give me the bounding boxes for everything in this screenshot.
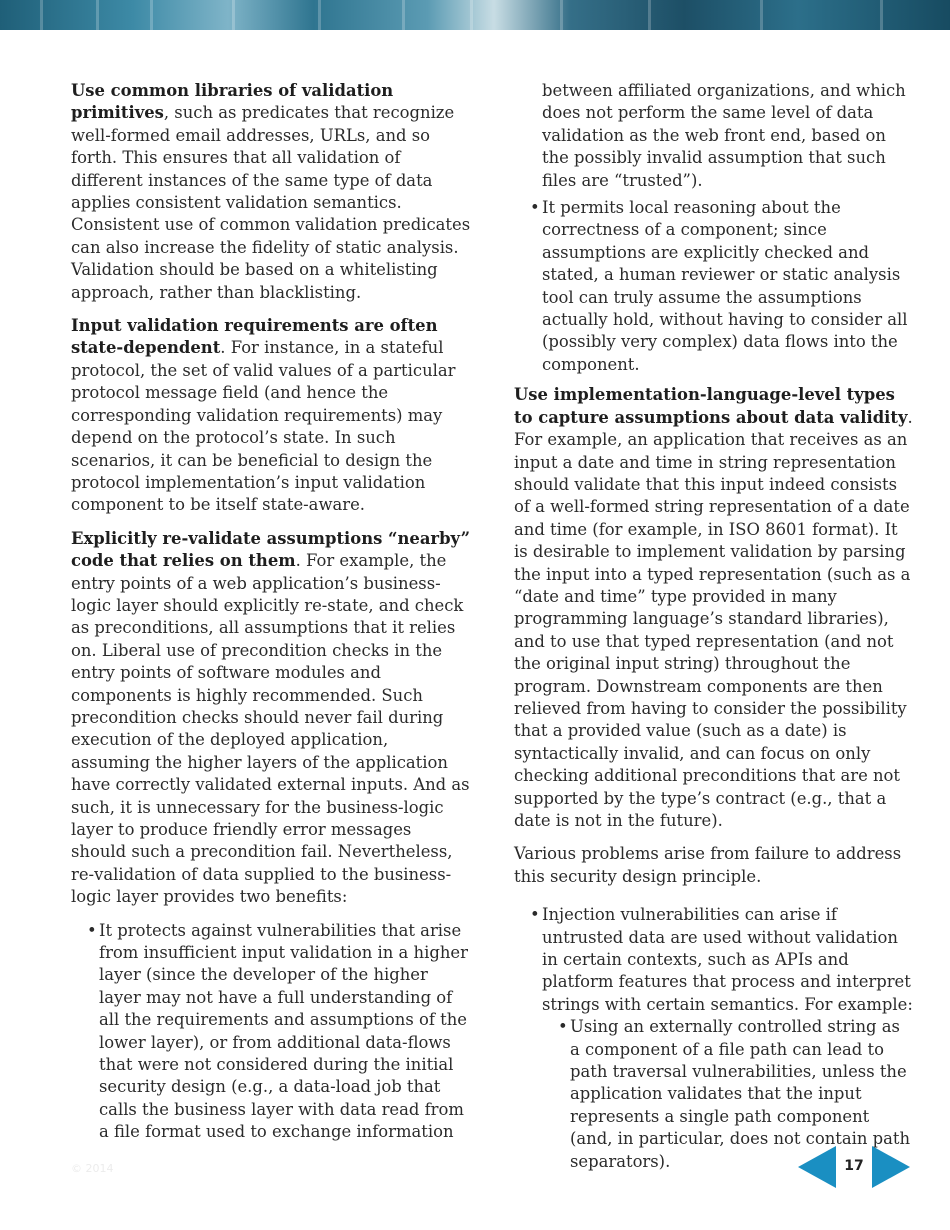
heading-typed-validation: Use implementation-language-level types to capture assumptions about data validity xyxy=(514,385,908,427)
list-item: • It permits local reasoning about the correctness of a component; since assumptions are explicitly checked and stated, a human reviewer or static analysis tool can truly assume the assumptions actually hold, without having to consider all (possibly very complex) data flows into the component. xyxy=(514,197,914,376)
text-state-dependent: . For instance, in a stateful protocol, the set of valid values of a particular protocol message field (and hence the corresponding validation requirements) may depend on the protocol’s state. In such scenarios, it can be beneficial to design the protocol implementation’s input validation component to be itself state-aware. xyxy=(71,338,456,515)
text-validation-libraries: , such as predicates that recognize well-formed email addresses, URLs, and so forth. This ensures that all validation of different instances of the same type of data applies consistent validation semantics. Consistent use of common validation predicates can also increase the fidelity of static analysis. Validation should be based on a whitelisting approach, rather than blacklisting. xyxy=(71,103,471,302)
page-number: 17 xyxy=(844,1158,864,1174)
text-revalidate: . For example, the entry points of a web application’s business-logic layer should explicitly re-state, and check as preconditions, all assumptions that it relies on. Liberal use of precondition checks in the entry points of software modules and components is highly recommended. Such precondition checks should never fail during execution of the deployed application, assuming the higher layers of the application have correctly validated external inputs. And as such, it is unnecessary for the business-logic layer to produce friendly error messages should such a precondition fail. Nevertheless, re-validation of data supplied to the business-logic layer provides two benefits: xyxy=(71,551,470,907)
benefits-list-continued xyxy=(514,80,914,192)
banner-stripe xyxy=(880,0,883,30)
banner-stripe xyxy=(232,0,235,30)
banner-stripe xyxy=(560,0,563,30)
copyright: © 2014 xyxy=(71,1162,114,1175)
paragraph-revalidate xyxy=(71,528,471,909)
heading-validation-libraries: Use common libraries of validation primitives xyxy=(71,81,394,123)
heading-revalidate: Explicitly re-validate assumptions “nearby” code that relies on them xyxy=(71,528,471,571)
list-item: • Using an externally controlled string as a component of a file path can lead to path traversal vulnerabilities, unless the application validates that the input represents a single path component (and, in particular, does not contain path separators). xyxy=(514,1016,914,1173)
banner-stripe xyxy=(150,0,153,30)
previous-page-arrow-icon[interactable] xyxy=(798,1146,836,1188)
benefits-list-2 xyxy=(514,197,914,376)
banner-stripe xyxy=(760,0,763,30)
banner-stripe xyxy=(648,0,651,30)
problems-list xyxy=(514,904,914,1016)
banner-stripe xyxy=(96,0,99,30)
banner-stripe xyxy=(402,0,405,30)
header-banner xyxy=(0,0,950,30)
benefits-list xyxy=(71,920,471,1144)
page-navigation xyxy=(798,1146,910,1188)
paragraph-state-dependent xyxy=(71,315,471,517)
text-typed-validation: . For example, an application that receives as an input a date and time in string representation should validate that this input indeed consists of a well-formed string representation of a date and time (for example, in ISO 8601 format). It is desirable to implement validation by parsing the input into a typed representation (such as a “date and time” type provided in many programming language’s standard libraries), and to use that typed representation (and not the original input string) throughout the program. Downstream components are then relieved from having to consider the possibility that a provided value (such as a date) is syntactically invalid, and can focus on only checking additional preconditions that are not supported by the type’s contract (e.g., that a date is not in the future). xyxy=(514,407,913,830)
paragraph-problems: Various problems arise from failure to address this security design principle. xyxy=(514,844,902,886)
banner-stripe xyxy=(40,0,43,30)
list-item: • It protects against vulnerabilities that arise from insufficient input validation in a higher layer (since the developer of the higher layer may not have a full understanding of all the requirements and assumptions of the lower layer), or from additional data-flows that were not considered during the initial security design (e.g., a data-load job that calls the business layer with data read from a file format used to exchange information xyxy=(71,920,471,1144)
banner-stripe xyxy=(318,0,321,30)
list-item-continued: between affiliated organizations, and which does not perform the same level of data validation as the web front end, based on the possibly invalid assumption that such files are “trusted”). xyxy=(542,81,906,190)
heading-state-dependent: Input validation requirements are often state-dependent xyxy=(71,316,438,358)
list-item: • Injection vulnerabilities can arise if untrusted data are used without validation in certain contexts, such as APIs and platform features that process and interpret strings with certain semantics. For example: xyxy=(514,904,914,1016)
paragraph-typed-validation xyxy=(514,384,914,832)
next-page-arrow-icon[interactable] xyxy=(872,1146,910,1188)
banner-stripe xyxy=(470,0,473,30)
paragraph-validation-libraries xyxy=(71,80,471,304)
left-column xyxy=(71,80,471,1158)
right-column xyxy=(514,80,914,1187)
